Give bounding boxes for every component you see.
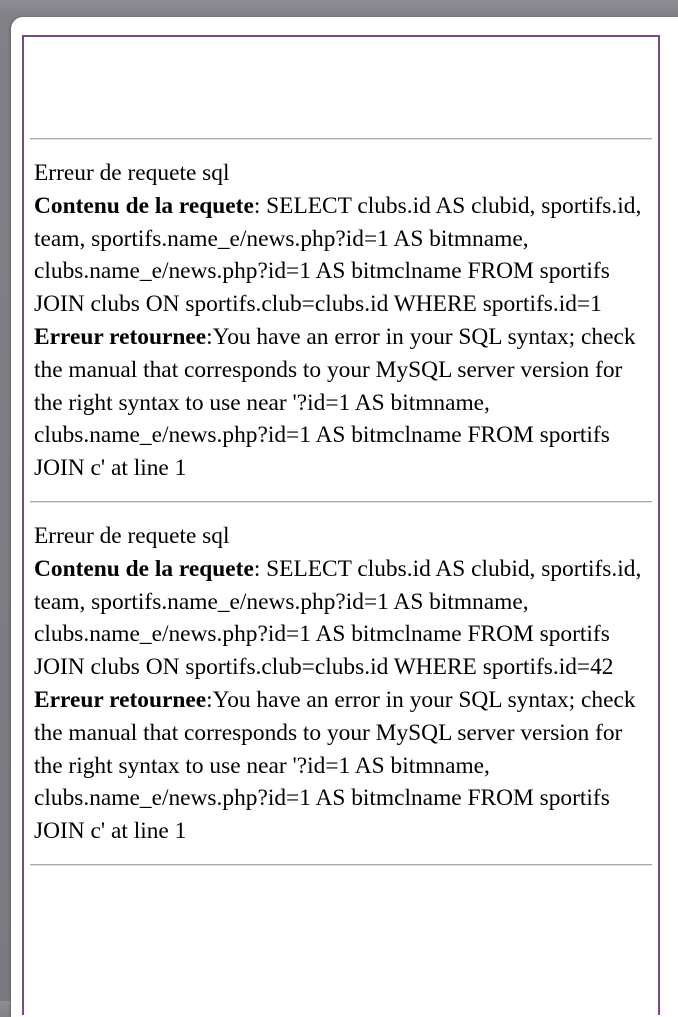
query-label: Contenu de la requete <box>34 555 254 582</box>
page-content <box>22 35 660 1015</box>
divider <box>30 864 652 866</box>
query-label: Contenu de la requete <box>34 192 254 219</box>
error-label: Erreur retournee <box>34 686 207 713</box>
error-heading: Erreur de requete sql <box>34 160 230 186</box>
sql-error-block <box>24 140 658 501</box>
error-text: :You have an error in your SQL syntax; check the manual that corresponds to your MySQL server version for the right syntax to use near '?id=1 AS bitmname, clubs.name_e/news.php?id=1 AS bitmclname FROM sportifs JOIN c' at line 1 <box>34 323 636 482</box>
error-label: Erreur retournee <box>34 323 207 350</box>
sql-error-block <box>24 503 658 864</box>
query-text: : SELECT clubs.id AS clubid, sportifs.id, team, sportifs.name_e/news.php?id=1 AS bitmname, clubs.name_e/news.php?id=1 AS bitmclname FROM sportifs JOIN clubs ON sportifs.club=clubs.id WHERE sportifs.id=1 <box>34 192 642 318</box>
error-heading: Erreur de requete sql <box>34 522 230 549</box>
blank-header-area <box>24 37 658 138</box>
query-text: : SELECT clubs.id AS clubid, sportifs.id, team, sportifs.name_e/news.php?id=1 AS bitmname, clubs.name_e/news.php?id=1 AS bitmclname FROM sportifs JOIN clubs ON sportifs.club=clubs.id WHERE sportifs.id=42 <box>34 555 642 681</box>
error-text: :You have an error in your SQL syntax; check the manual that corresponds to your MySQL server version for the right syntax to use near '?id=1 AS bitmname, clubs.name_e/news.php?id=1 AS bitmclname FROM sportifs JOIN c' at line 1 <box>34 686 636 845</box>
